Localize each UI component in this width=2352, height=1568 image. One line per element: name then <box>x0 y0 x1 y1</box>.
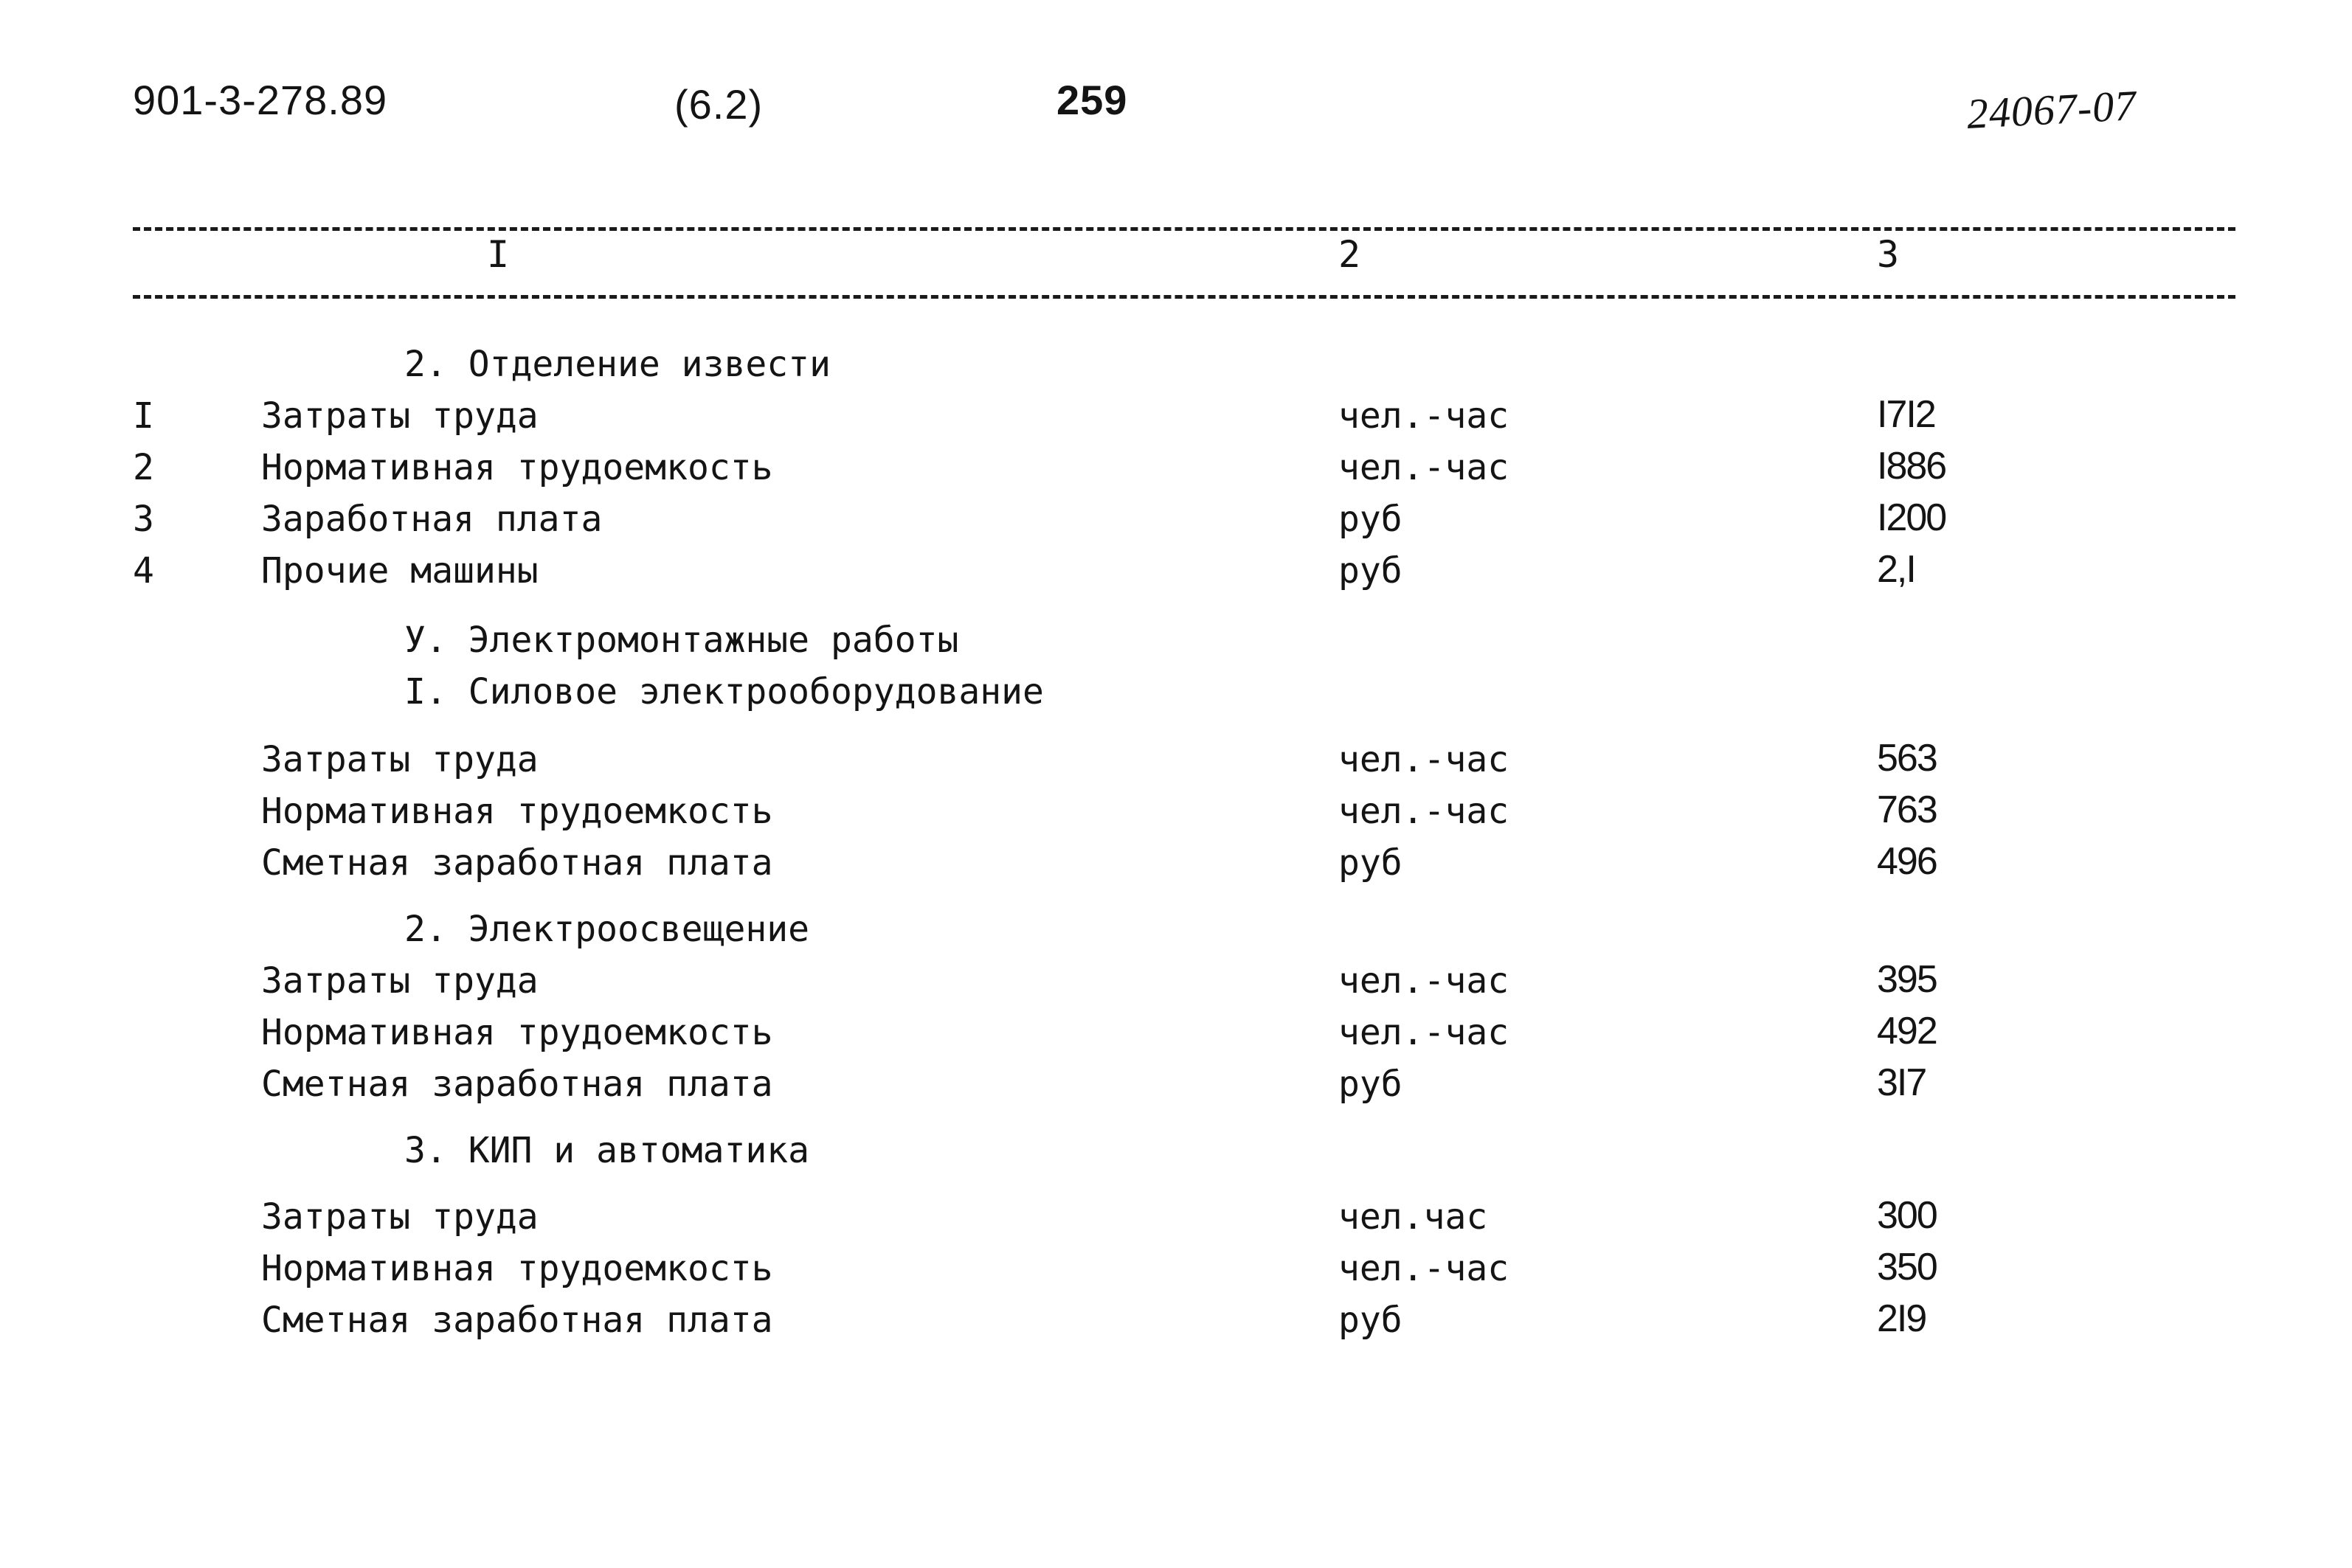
row-value: 763 <box>1877 788 1937 831</box>
row-unit: руб <box>1338 1064 1402 1105</box>
row-name: Прочие машины <box>261 550 539 592</box>
row-number: 3 <box>133 499 154 540</box>
row-value: 2,I <box>1877 548 1915 591</box>
row-name: Затраты труда <box>261 395 539 437</box>
row-value: 563 <box>1877 737 1937 780</box>
row-unit: чел.-час <box>1338 447 1509 488</box>
row-name: Затраты труда <box>261 1196 539 1238</box>
row-unit: руб <box>1338 842 1402 884</box>
row-value: I200 <box>1877 496 1946 539</box>
row-unit: чел.-час <box>1338 1012 1509 1053</box>
row-value: 2I9 <box>1877 1297 1926 1340</box>
row-value: 350 <box>1877 1246 1937 1288</box>
row-unit: руб <box>1338 1300 1402 1341</box>
row-name: Нормативная трудоемкость <box>261 1012 773 1053</box>
row-unit: чел.-час <box>1338 960 1509 1002</box>
sheet-reference: (6.2) <box>674 81 764 128</box>
section-title: У. Электромонтажные работы <box>404 620 959 661</box>
row-value: 3I7 <box>1877 1061 1926 1104</box>
page-number: 259 <box>1056 77 1128 123</box>
row-name: Затраты труда <box>261 960 539 1002</box>
row-value: 300 <box>1877 1194 1937 1237</box>
row-value: I7I2 <box>1877 393 1935 436</box>
row-value: 492 <box>1877 1010 1937 1052</box>
row-name: Нормативная трудоемкость <box>261 791 773 832</box>
row-unit: чел.-час <box>1338 791 1509 832</box>
row-name: Сметная заработная плата <box>261 1300 773 1341</box>
row-value: 395 <box>1877 958 1937 1001</box>
section-title: 3. КИП и автоматика <box>404 1130 810 1171</box>
row-name: Затраты труда <box>261 739 539 780</box>
archive-number: 24067-07 <box>1965 80 2138 138</box>
document-code: 901-3-278.89 <box>133 77 388 123</box>
column-header-2: 2 <box>1338 233 1361 276</box>
row-value: I886 <box>1877 445 1946 488</box>
row-unit: чел.час <box>1338 1196 1488 1238</box>
row-name: Сметная заработная плата <box>261 1064 773 1105</box>
row-name: Нормативная трудоемкость <box>261 447 773 488</box>
row-name: Заработная плата <box>261 499 603 540</box>
row-unit: руб <box>1338 550 1402 592</box>
row-number: 2 <box>133 447 154 488</box>
section-title: 2. Отделение извести <box>404 344 831 385</box>
row-name: Сметная заработная плата <box>261 842 773 884</box>
column-header-1: I <box>487 233 510 276</box>
row-unit: чел.-час <box>1338 1248 1509 1289</box>
section-subtitle: I. Силовое электрооборудование <box>404 671 1044 712</box>
section-title: 2. Электроосвещение <box>404 909 810 950</box>
row-unit: чел.-час <box>1338 739 1509 780</box>
table-rule-top <box>133 227 2235 231</box>
row-unit: чел.-час <box>1338 395 1509 437</box>
column-header-3: 3 <box>1877 233 1900 276</box>
table-rule-bottom <box>133 295 2235 299</box>
row-number: 4 <box>133 550 154 592</box>
row-number: I <box>133 395 154 437</box>
row-name: Нормативная трудоемкость <box>261 1248 773 1289</box>
row-value: 496 <box>1877 840 1937 883</box>
row-unit: руб <box>1338 499 1402 540</box>
